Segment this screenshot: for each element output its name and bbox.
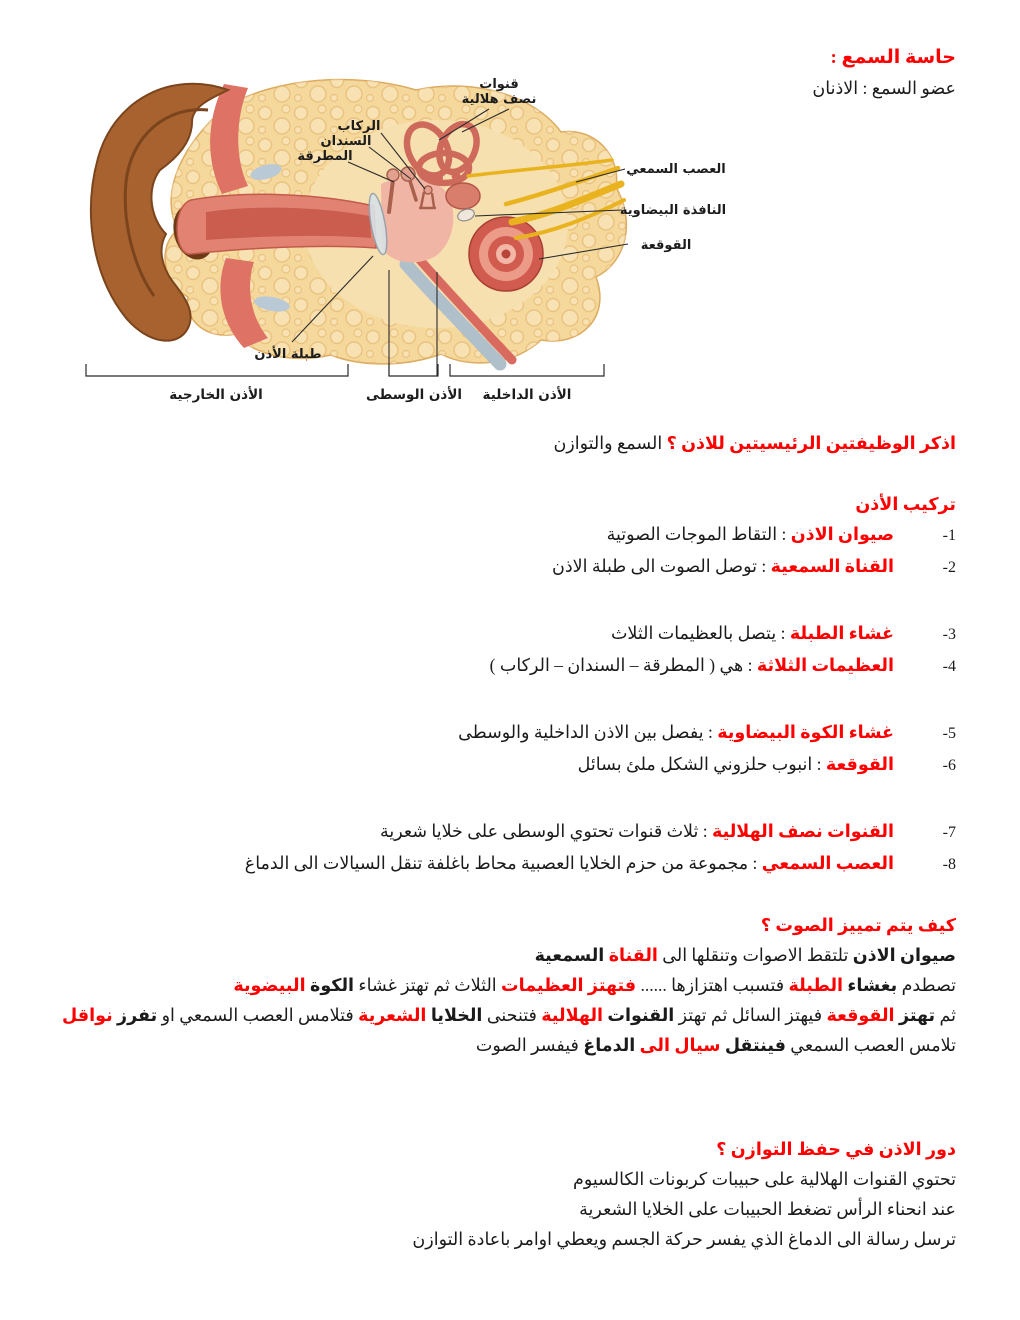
item-desc: : مجموعة من حزم الخلايا العصبية محاط باغلفة تنقل السيالات الى الدماغ bbox=[244, 853, 762, 873]
label-cochlea: القوقعة bbox=[640, 238, 692, 253]
document-body bbox=[56, 428, 956, 1254]
ampulla bbox=[433, 173, 443, 183]
ear-canal bbox=[177, 194, 376, 254]
item-desc: : انبوب حلزوني الشكل ملئ بسائل bbox=[577, 754, 826, 774]
sound-process-line bbox=[56, 1030, 956, 1060]
ear-anatomy-diagram bbox=[76, 72, 736, 420]
text-segment: فتهتز العظيمات bbox=[496, 975, 637, 995]
text-segment: فتلامس العصب السمعي او bbox=[157, 1005, 354, 1025]
item-desc: : التقاط الموجات الصوتية bbox=[606, 524, 791, 544]
item-number: -5 bbox=[942, 725, 956, 742]
text-segment: الشعرية bbox=[353, 1005, 427, 1025]
label-outer-ear: الأذن الخارجية bbox=[169, 387, 263, 403]
sound-process-line bbox=[56, 940, 956, 970]
text-segment: فتنحنى bbox=[482, 1005, 537, 1025]
label-semicircular-canals: قنوات bbox=[479, 77, 519, 92]
cochlea-shape bbox=[469, 217, 543, 291]
vestibule bbox=[446, 183, 480, 209]
question-text: اذكر الوظيفتين الرئيسيتين للاذن ؟ bbox=[666, 433, 956, 453]
item-number: -6 bbox=[942, 757, 956, 774]
list-item bbox=[56, 519, 956, 551]
text-segment: الخلايا bbox=[426, 1005, 483, 1025]
item-desc: : ثلاث قنوات تحتوي الوسطى على خلايا شعرية bbox=[379, 821, 712, 841]
text-segment: السمعية bbox=[534, 945, 605, 965]
item-term: القناة السمعية bbox=[770, 556, 894, 576]
answer-text: السمع والتوازن bbox=[553, 433, 667, 453]
text-segment: الدماغ bbox=[578, 1035, 636, 1055]
stapes-head bbox=[424, 186, 432, 194]
label-stapes: الركاب bbox=[337, 119, 381, 134]
list-item bbox=[56, 816, 956, 848]
page-subtitle: عضو السمع : الاذنان bbox=[812, 78, 956, 98]
item-term: العصب السمعي bbox=[761, 853, 894, 873]
sound-process-line bbox=[56, 970, 956, 1000]
text-segment: فتسبب اهتزازها ...... bbox=[636, 975, 785, 995]
label-inner-ear: الأذن الداخلية bbox=[482, 387, 572, 403]
item-desc: : يفصل بين الاذن الداخلية والوسطى bbox=[458, 722, 718, 742]
text-segment: تلتقط الاصوات وتنقلها الى bbox=[657, 945, 853, 965]
label-eardrum: طبلة الأذن bbox=[254, 347, 322, 362]
question-main-functions bbox=[56, 428, 956, 458]
text-segment: صيوان الاذن bbox=[852, 945, 956, 965]
text-segment: نواقل bbox=[62, 1005, 113, 1025]
text-segment: الطبلة bbox=[784, 975, 844, 995]
label-incus: السندان bbox=[320, 134, 372, 149]
text-segment: البيضوية bbox=[233, 975, 306, 995]
text-segment: الهلالية bbox=[536, 1005, 604, 1025]
text-segment: فيفسر الصوت bbox=[475, 1035, 579, 1055]
label-malleus: المطرقة bbox=[297, 149, 353, 164]
item-desc: : توصل الصوت الى طبلة الاذن bbox=[551, 556, 771, 576]
label-middle-ear: الأذن الوسطى bbox=[365, 387, 463, 403]
list-item bbox=[56, 749, 956, 781]
section-heading-sound: كيف يتم تمييز الصوت ؟ bbox=[760, 915, 956, 935]
text-segment: تفرز bbox=[112, 1005, 158, 1025]
item-term: غشاء الكوة البيضاوية bbox=[717, 722, 894, 742]
item-term: القوقعة bbox=[825, 754, 894, 774]
label-semicircular-canals: نصف هلالية bbox=[461, 92, 537, 107]
ampulla bbox=[452, 172, 461, 181]
balance-line: تحتوي القنوات الهلالية على حبيبات كربونات الكالسيوم bbox=[573, 1169, 956, 1189]
text-segment: تلامس العصب السمعي bbox=[785, 1035, 956, 1055]
item-number: -1 bbox=[942, 527, 956, 544]
section-heading-balance: دور الاذن في حفظ التوازن ؟ bbox=[716, 1139, 956, 1159]
balance-line: عند انحناء الرأس تضغط الحبيبات على الخلايا الشعرية bbox=[579, 1199, 956, 1219]
page-title: حاسة السمع : bbox=[830, 47, 956, 68]
text-segment: فينتقل bbox=[720, 1035, 786, 1055]
item-number: -7 bbox=[942, 824, 956, 841]
item-number: -3 bbox=[942, 626, 956, 643]
item-number: -8 bbox=[942, 856, 956, 873]
label-oval-window: النافذة البيضاوية bbox=[619, 203, 727, 218]
item-term: صيوان الاذن bbox=[790, 524, 894, 544]
balance-line: ترسل رسالة الى الدماغ الذي يفسر حركة الجسم ويعطي اوامر باعادة التوازن bbox=[412, 1229, 956, 1249]
item-number: -4 bbox=[942, 658, 956, 675]
sound-process-line bbox=[56, 1000, 956, 1030]
item-number: -2 bbox=[942, 559, 956, 576]
text-segment: سيال الى bbox=[635, 1035, 721, 1055]
label-auditory-nerve: العصب السمعي bbox=[626, 162, 726, 177]
item-term: العظيمات الثلاثة bbox=[756, 655, 894, 675]
list-item bbox=[56, 551, 956, 583]
text-segment: تهتز bbox=[894, 1005, 936, 1025]
list-item bbox=[56, 717, 956, 749]
text-segment: بغشاء bbox=[843, 975, 898, 995]
item-term: غشاء الطبلة bbox=[789, 623, 894, 643]
list-item bbox=[56, 618, 956, 650]
list-item bbox=[56, 848, 956, 880]
text-segment: تصطدم bbox=[897, 975, 956, 995]
text-segment: القناة bbox=[604, 945, 658, 965]
text-segment: فيهتز السائل ثم تهتز bbox=[674, 1005, 823, 1025]
section-brackets bbox=[86, 364, 604, 376]
text-segment: القنوات bbox=[603, 1005, 675, 1025]
item-desc: : يتصل بالعظيمات الثلاث bbox=[610, 623, 790, 643]
item-term: القنوات نصف الهلالية bbox=[711, 821, 894, 841]
text-segment: الكوة bbox=[305, 975, 355, 995]
list-item bbox=[56, 650, 956, 682]
text-segment: القوقعة bbox=[822, 1005, 895, 1025]
section-heading-structure: تركيب الأذن bbox=[855, 494, 956, 514]
item-desc: : هي ( المطرقة – السندان – الركاب ) bbox=[489, 655, 757, 675]
text-segment: ثم bbox=[935, 1005, 956, 1025]
page-header bbox=[812, 46, 956, 99]
text-segment: الثلاث ثم تهتز غشاء bbox=[354, 975, 497, 995]
